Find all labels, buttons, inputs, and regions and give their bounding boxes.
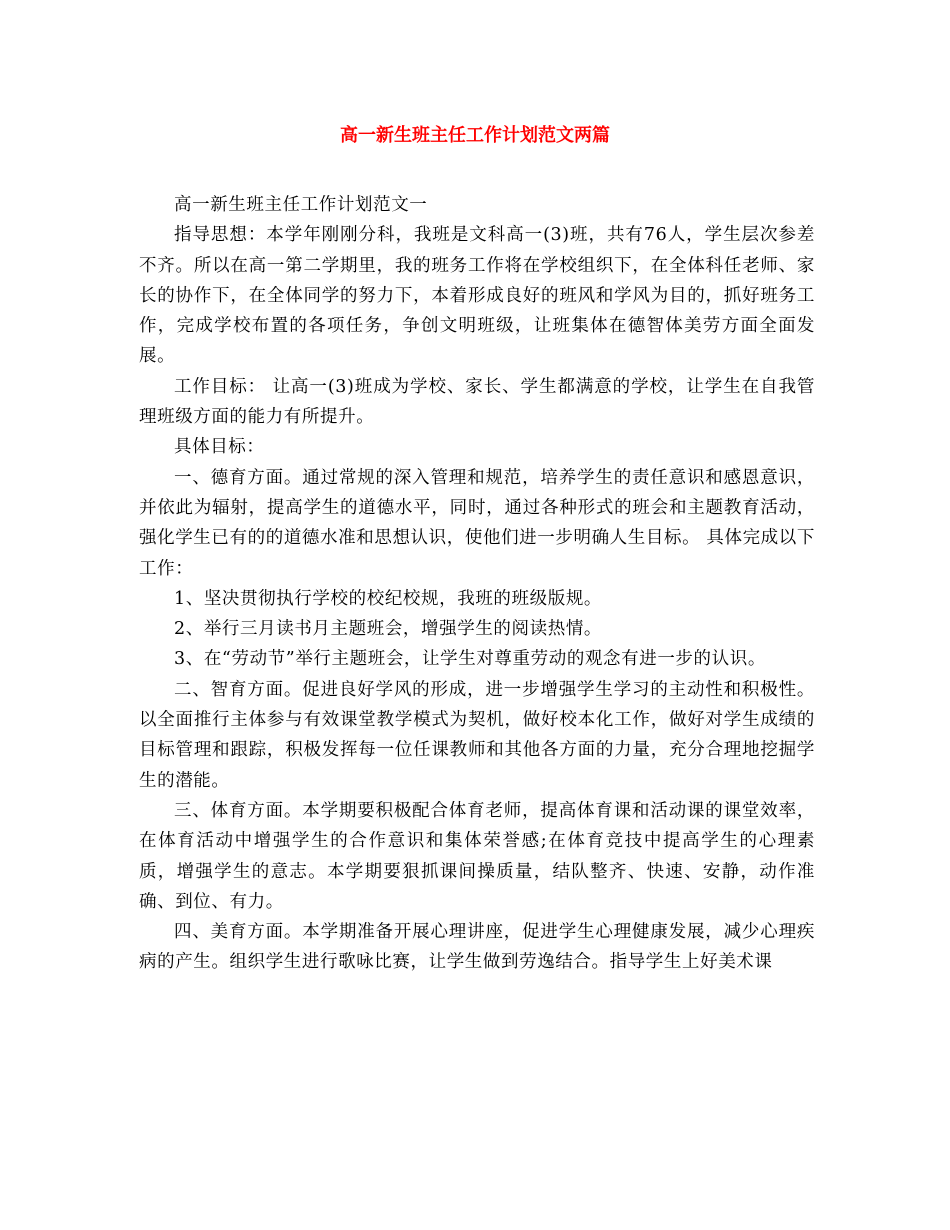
paragraph-aesthetic-education: 四、美育方面。本学期准备开展心理讲座，促进学生心理健康发展，减少心理疾病的产生。组织学生进行歌咏比赛，让学生做到劳逸结合。指导学生上好美术课 bbox=[139, 922, 815, 973]
document-title: 高一新生班主任工作计划范文两篇 bbox=[340, 125, 610, 146]
paragraph-item-3: 3、在“劳动节”举行主题班会，让学生对尊重劳动的观念有进一步的认识。 bbox=[174, 649, 766, 670]
document-body bbox=[139, 190, 815, 978]
paragraph-item-2: 2、举行三月读书月主题班会，增强学生的阅读热情。 bbox=[174, 619, 603, 640]
paragraph-subtitle: 高一新生班主任工作计划范文一 bbox=[174, 195, 428, 215]
paragraph-moral-education: 一、德育方面。通过常规的深入管理和规范，培养学生的责任意识和感恩意识，并依此为辐射，提高学生的道德水平，同时，通过各种形式的班会和主题教育活动，强化学生已有的的道德水准和思想认识，使他们进一步明确人生目标。 具体完成以下工作： bbox=[139, 467, 815, 579]
paragraph-intellectual-education: 二、智育方面。促进良好学风的形成，进一步增强学生学习的主动性和积极性。以全面推行主体参与有效课堂教学模式为契机，做好校本化工作，做好对学生成绩的目标管理和跟踪，积极发挥每一位任课教师和其他各方面的力量，充分合理地挖掘学生的潜能。 bbox=[139, 679, 815, 791]
paragraph-work-goal: 工作目标： 让高一(3)班成为学校、家长、学生都满意的学校，让学生在自我管理班级方面的能力有所提升。 bbox=[139, 376, 815, 428]
paragraph-physical-education: 三、体育方面。本学期要积极配合体育老师，提高体育课和活动课的课堂效率，在体育活动中增强学生的合作意识和集体荣誉感;在体育竞技中提高学生的心理素质，增强学生的意志。本学期要狠抓课间操质量，结队整齐、快速、安静，动作准确、到位、有力。 bbox=[139, 800, 815, 912]
paragraph-specific-goals: 具体目标： bbox=[174, 437, 265, 458]
paragraph-item-1: 1、坚决贯彻执行学校的校纪校规，我班的班级版规。 bbox=[174, 588, 603, 609]
paragraph-guiding-idea: 指导思想：本学年刚刚分科，我班是文科高一(3)班，共有76人，学生层次参差不齐。所以在高一第二学期里，我的班务工作将在学校组织下，在全体科任老师、家长的协作下，在全体同学的努力下，本着形成良好的班风和学风为目的，抓好班务工作，完成学校布置的各项任务，争创文明班级，让班集体在德智体美劳方面全面发展。 bbox=[139, 225, 815, 367]
